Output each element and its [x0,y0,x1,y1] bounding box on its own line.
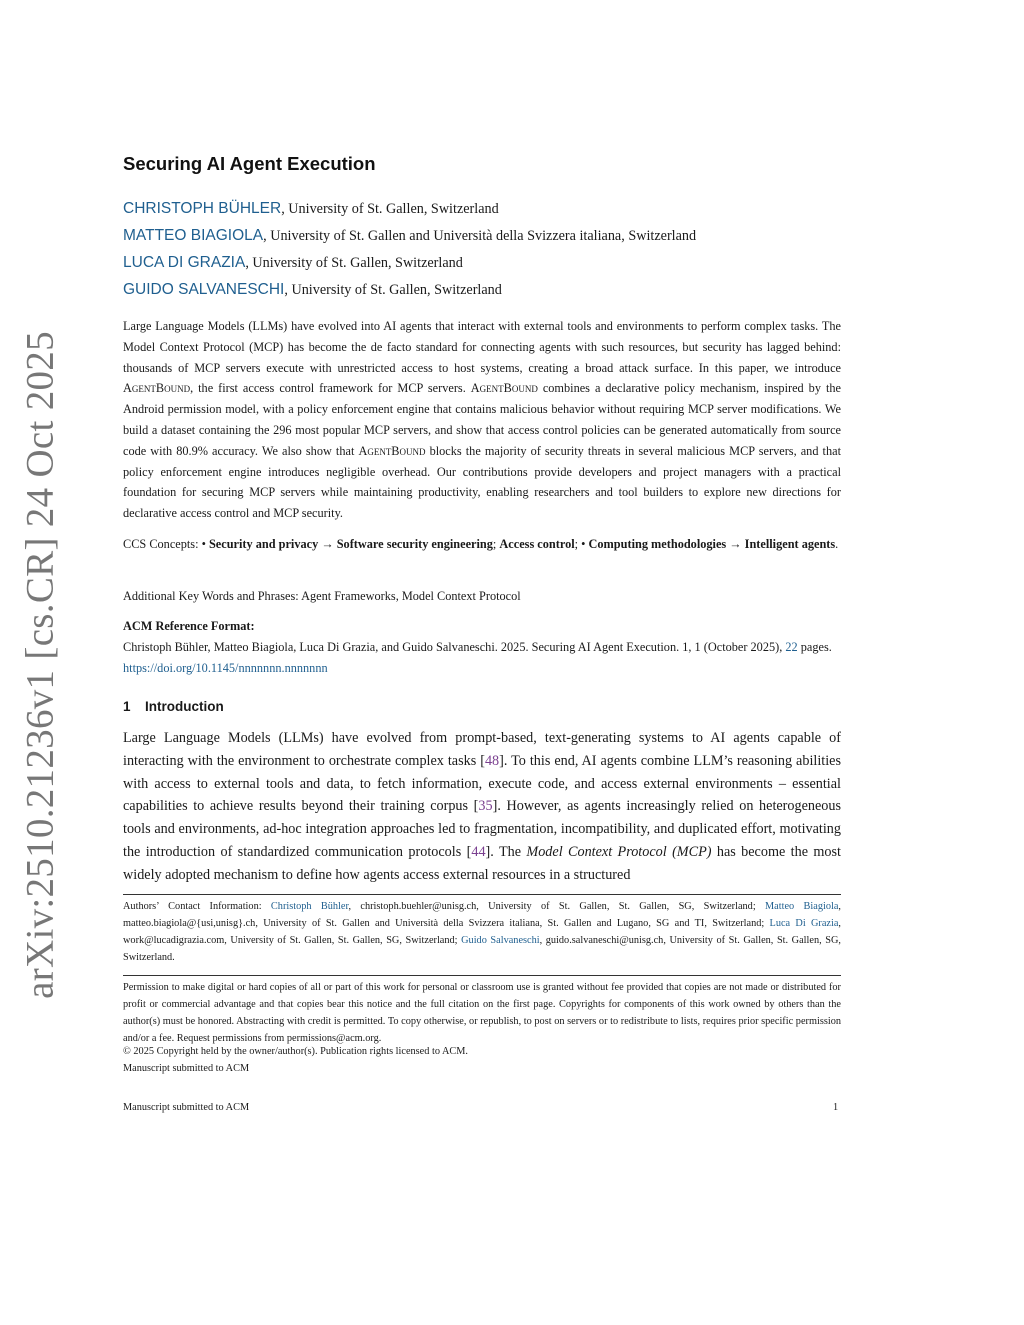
permission-notice: Permission to make digital or hard copies of all or part of this work for personal or classroom use is granted without fee provided that copies are not made or distributed for profit or commercial advantage and that copies bear this notice and the full citation on the first page. Copyrights for components of this work owned by others than the author(s) must be honored. Abstracting with credit is permitted. To copy otherwise, or republish, to post on servers or to redistribute to lists, requires prior specific permission and/or a fee. Request permissions from permissions@acm.org. [123,982,841,1044]
author-link[interactable]: Luca Di Grazia [769,918,839,929]
system-name: AgentBound [470,381,538,396]
intro-text: has become the most widely adopted mechanism to define how agents access external resources in a structured [123,843,841,883]
ccs-separator: ; [492,537,500,551]
abstract-text: combines a declarative policy mechanism, inspired by the Android permission model, with a policy enforcement engine that contains malicious behavior without requiring MCP server modifications. We build a dataset containing the 296 most popular MCP servers, and show that access control policies can be generated automatically from source code with 80.9% accuracy. We also show that [123,381,841,458]
copyright-notice: © 2025 Copyright held by the owner/author(s). Publication rights licensed to ACM. [123,1046,469,1057]
system-name: AgentBound [123,381,191,396]
contact-info: , work@lucadigrazia.com, University of St. Gallen, St. Gallen, SG, Switzerland; [123,918,841,946]
section-heading [123,699,224,714]
ccs-separator: ; • [574,537,589,551]
author-name[interactable]: GUIDO SALVANESCHI [123,281,285,298]
pages-text: pages. [797,640,832,654]
doi-link[interactable]: https://doi.org/10.1145/nnnnnnn.nnnnnnn [123,661,328,675]
intro-text: ]. However, as agents increasingly relied on heterogeneous tools and environments, ad-hoc integration approaches led to fragmentation, incompatibility, and duplicated effort, motivating the introduction of standardized communication protocols [ [123,798,841,860]
author-entry [123,278,843,305]
author-link[interactable]: Guido Salvaneschi [461,935,540,946]
citation-link[interactable]: 48 [484,752,500,769]
author-list [123,197,843,305]
footer-manuscript: Manuscript submitted to ACM [123,1102,250,1113]
ccs-concept: Access control [499,537,575,551]
section-title-text: Introduction [145,699,224,714]
intro-text: ]. To this end, AI agents combine LLM’s reasoning abilities with access to external tools and data, to fetch information, execute code, and access external environments – essential capabilities to achieve results beyond their training corpus [ [123,752,841,815]
mcp-term: Model Context Protocol (MCP) [526,843,712,860]
contact-info: , christoph.buehler@unisg.ch, University of St. Gallen, St. Gallen, SG, Switzerland; [348,901,766,912]
citation-link[interactable]: 44 [471,843,486,860]
contact-information [123,898,841,966]
paper-title: Securing AI Agent Execution [123,153,376,174]
author-name[interactable]: LUCA DI GRAZIA [123,254,246,271]
page-count-link[interactable]: 22 [785,640,798,654]
author-affiliation: , University of St. Gallen and Università della Svizzera italiana, Switzerland [263,228,697,244]
arxiv-identifier: arXiv:2510.21236v1 [cs.CR] 24 Oct 2025 [18,331,62,999]
permission-divider [123,975,841,976]
author-link[interactable]: Christoph Bühler [270,901,349,912]
ccs-end: . [835,537,839,551]
ccs-arrow: → [726,537,745,551]
abstract-text: , the first access control framework for MCP servers. [190,381,471,396]
author-entry [123,224,843,251]
ccs-concepts [123,534,841,555]
ccs-concept: Software security engineering [336,537,493,551]
author-link[interactable]: Matteo Biagiola [765,901,839,912]
abstract [123,316,841,524]
author-name[interactable]: CHRISTOPH BÜHLER [123,200,282,217]
author-entry [123,197,843,224]
abstract-text: blocks the majority of security threats in several malicious MCP servers, and that policy enforcement engine introduces negligible overhead. Our contributions provide developers and project managers with a practical foundation for securing MCP servers while maintaining productivity, enabling researchers and tool builders to explore new directions for declarative access control and MCP security. [123,443,841,521]
ccs-concept: Intelligent agents [744,537,836,551]
author-entry [123,251,843,278]
ccs-concept: Computing methodologies [588,537,727,551]
keywords: Additional Key Words and Phrases: Agent Frameworks, Model Context Protocol [123,589,521,603]
contact-info: , guido.salvaneschi@unisg.ch, University of St. Gallen, St. Gallen, SG, Switzerland. [123,935,841,963]
ccs-label: CCS Concepts: • [123,537,209,551]
author-name[interactable]: MATTEO BIAGIOLA [123,227,264,244]
acm-citation: Christoph Bühler, Matteo Biagiola, Luca Di Grazia, and Guido Salvaneschi. 2025. Securing AI Agent Execution. 1, 1 (October 2025), [123,640,786,654]
abstract-text: Large Language Models (LLMs) have evolved into AI agents that interact with external tools and environments to perform complex tasks. The Model Context Protocol (MCP) has become the de facto standard for connecting agents with such resources, but security has lagged behind: thousands of MCP servers execute with unrestricted access to host systems, creating a broad attack surface. In this paper, we introduce [123,319,841,375]
ccs-concept: Security and privacy [208,537,319,551]
intro-text: Large Language Models (LLMs) have evolved from prompt-based, text-generating systems to AI agents capable of interacting with the environment to orchestrate complex tasks [ [123,730,841,769]
contact-info: , matteo.biagiola@{usi,unisg}.ch, University of St. Gallen and Università della Svizzera italiana, St. Gallen and Lugano, SG and TI, Switzerland; [123,901,841,929]
manuscript-note: Manuscript submitted to ACM [123,1063,250,1074]
author-affiliation: , University of St. Gallen, Switzerland [281,201,499,217]
author-affiliation: , University of St. Gallen, Switzerland [284,282,502,298]
introduction-paragraph [123,727,841,887]
citation-link[interactable]: 35 [478,798,493,815]
page-number: 1 [833,1102,839,1113]
footnote-divider [123,894,841,895]
acm-reference-heading: ACM Reference Format: [123,619,255,633]
acm-reference [123,616,841,679]
intro-text: ]. The [485,843,527,860]
system-name: AgentBound [358,443,426,458]
section-number: 1 [123,699,131,714]
author-affiliation: , University of St. Gallen, Switzerland [245,255,463,271]
arxiv-sidebar [10,331,70,999]
contact-label: Authors’ Contact Information: [123,901,271,912]
ccs-arrow: → [318,537,337,551]
